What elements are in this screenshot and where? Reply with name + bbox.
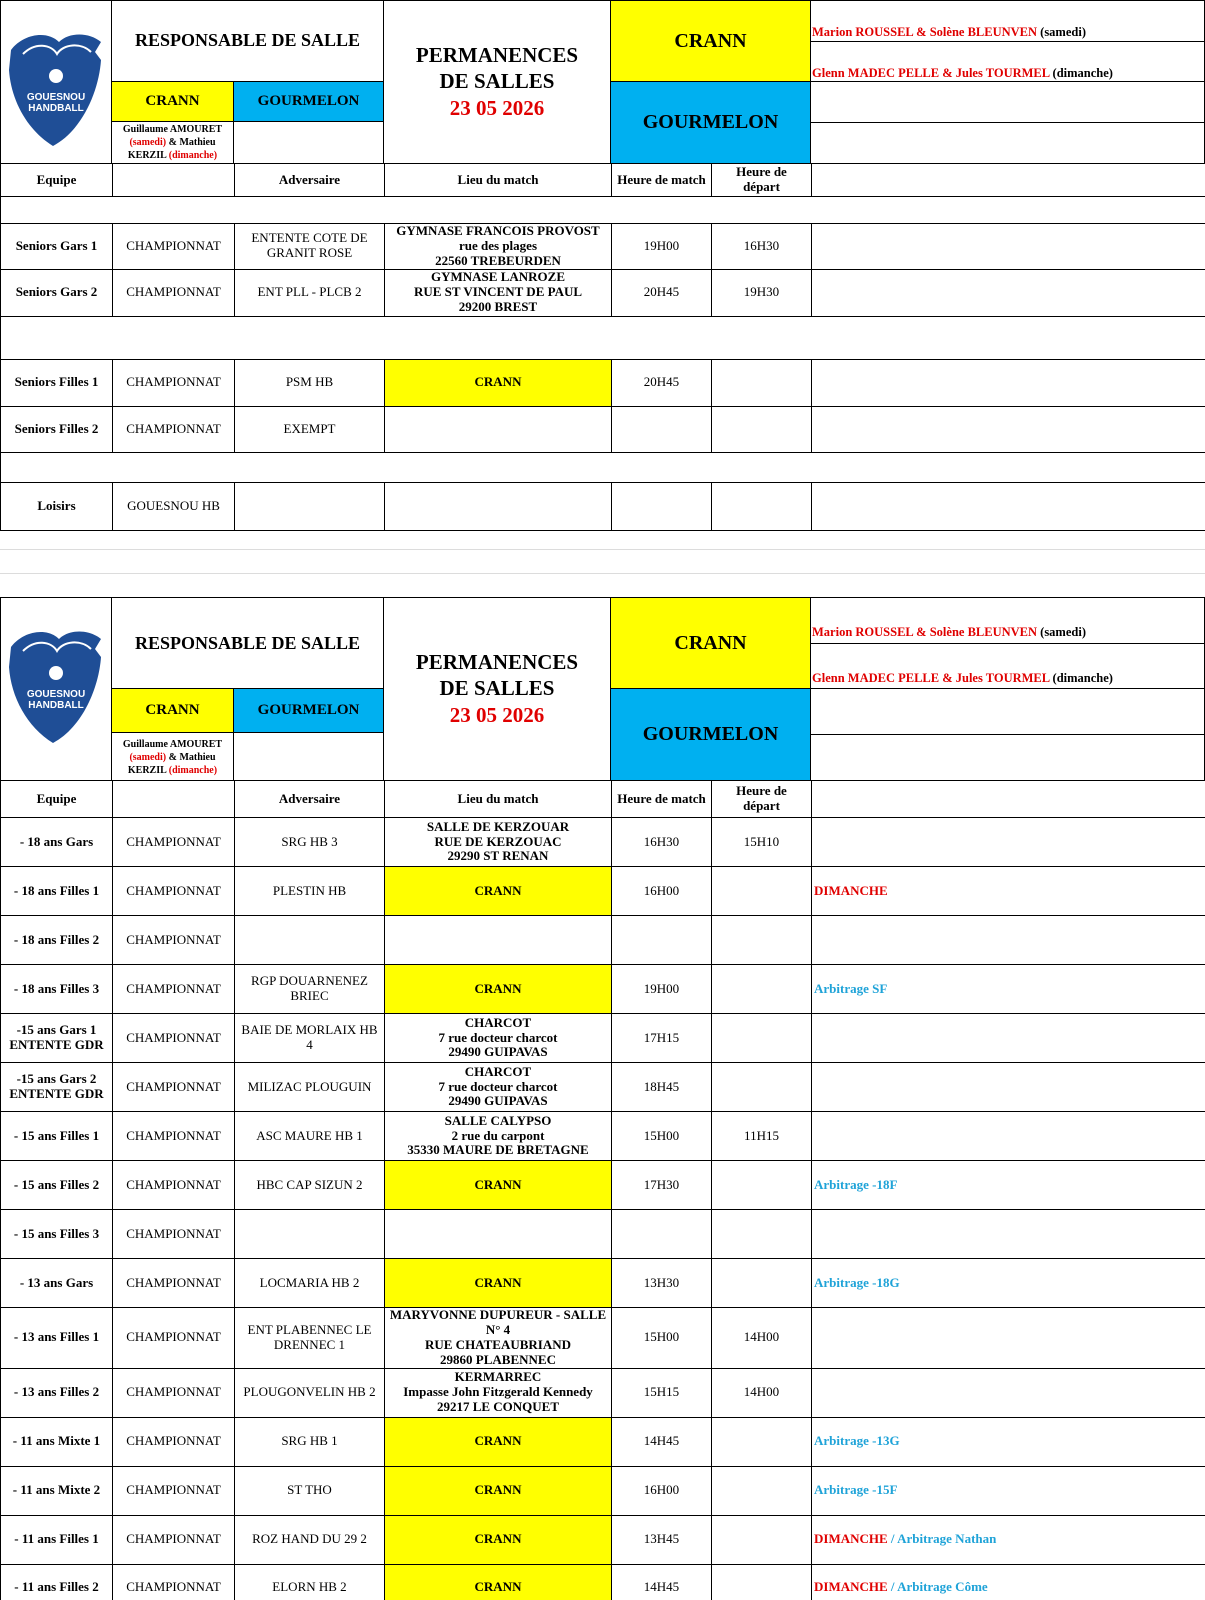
note-cell xyxy=(812,1063,1205,1112)
people-cell-4 xyxy=(810,122,1205,164)
col-equipe: Equipe xyxy=(1,781,113,818)
crann-people-samedi: Marion ROUSSEL & Solène BLEUNVEN (samedi) xyxy=(812,25,1086,39)
adversaire-cell: PLESTIN HB xyxy=(235,867,385,916)
gourmelon-label-small: GOURMELON xyxy=(233,81,384,122)
heure-cell: 17H15 xyxy=(612,1014,712,1063)
type-cell: CHAMPIONNAT xyxy=(113,818,235,867)
adversaire-cell: ST THO xyxy=(235,1466,385,1515)
depart-cell xyxy=(712,1564,812,1600)
table-row xyxy=(1,1063,1205,1112)
col-heure-match: Heure de match xyxy=(612,781,712,818)
depart-cell xyxy=(712,1063,812,1112)
spacer-row xyxy=(1,316,1205,359)
resp-empty-cell xyxy=(233,121,384,164)
note-cell: Arbitrage SF xyxy=(812,965,1205,1014)
resp-names: Guillaume AMOURET (samedi) & Mathieu KERZIL (dimanche) xyxy=(122,124,223,161)
col-adversaire: Adversaire xyxy=(235,164,385,197)
equipe-cell: -15 ans Gars 2 ENTENTE GDR xyxy=(1,1063,113,1112)
type-cell: CHAMPIONNAT xyxy=(113,1014,235,1063)
column-header-row xyxy=(1,164,1205,197)
col-notes xyxy=(812,164,1205,197)
note-cell xyxy=(812,1112,1205,1161)
col-notes xyxy=(812,781,1205,818)
note-cell: DIMANCHE / Arbitrage Nathan xyxy=(812,1515,1205,1564)
col-equipe: Equipe xyxy=(1,164,113,197)
table-row: Seniors Gars 2 CHAMPIONNAT ENT PLL - PLCB 2 GYMNASE LANROZE RUE ST VINCENT DE PAUL 29200 BREST 20H45 19H30 xyxy=(1,269,1205,316)
people-cell-3 xyxy=(810,688,1205,735)
table-row xyxy=(1,867,1205,916)
crann-people-dimanche: Glenn MADEC PELLE & Jules TOURMEL (dimanche) xyxy=(812,66,1113,80)
note-cell xyxy=(812,1210,1205,1259)
table-row xyxy=(1,1368,1205,1417)
depart-cell xyxy=(712,1210,812,1259)
equipe-cell: - 18 ans Gars xyxy=(1,818,113,867)
heure-cell xyxy=(612,916,712,965)
crann-label-big: CRANN xyxy=(610,0,811,82)
col-type xyxy=(113,164,235,197)
adversaire-cell: HBC CAP SIZUN 2 xyxy=(235,1161,385,1210)
section-2 xyxy=(0,597,1205,1600)
table-row xyxy=(1,1210,1205,1259)
table-row xyxy=(1,818,1205,867)
responsable-title: RESPONSABLE DE SALLE xyxy=(134,633,361,653)
equipe-cell: - 18 ans Filles 1 xyxy=(1,867,113,916)
equipe-cell: - 11 ans Mixte 2 xyxy=(1,1466,113,1515)
type-cell: CHAMPIONNAT xyxy=(113,1564,235,1600)
heure-cell: 14H45 xyxy=(612,1417,712,1466)
adversaire-cell: LOCMARIA HB 2 xyxy=(235,1259,385,1308)
equipe-cell: - 13 ans Filles 2 xyxy=(1,1368,113,1417)
adversaire-cell: SRG HB 3 xyxy=(235,818,385,867)
divider xyxy=(0,549,1205,550)
col-adversaire: Adversaire xyxy=(235,781,385,818)
table-row xyxy=(1,1466,1205,1515)
type-cell: CHAMPIONNAT xyxy=(113,1259,235,1308)
note-cell: Arbitrage -15F xyxy=(812,1466,1205,1515)
lieu-cell: CRANN xyxy=(385,1466,612,1515)
divider xyxy=(0,573,1205,574)
type-cell: CHAMPIONNAT xyxy=(113,1368,235,1417)
equipe-cell: - 13 ans Filles 1 xyxy=(1,1308,113,1369)
type-cell: CHAMPIONNAT xyxy=(113,1515,235,1564)
adversaire-cell: ROZ HAND DU 29 2 xyxy=(235,1515,385,1564)
page-title: PERMANENCES DE SALLES 23 05 2026 xyxy=(415,650,579,727)
note-cell: Arbitrage -13G xyxy=(812,1417,1205,1466)
equipe-cell: -15 ans Gars 1 ENTENTE GDR xyxy=(1,1014,113,1063)
depart-cell xyxy=(712,916,812,965)
gouesnou-handball-logo xyxy=(3,30,109,148)
note-cell: DIMANCHE xyxy=(812,867,1205,916)
heure-cell: 16H30 xyxy=(612,818,712,867)
type-cell: CHAMPIONNAT xyxy=(113,1466,235,1515)
heure-cell: 13H45 xyxy=(612,1515,712,1564)
table-row xyxy=(1,1112,1205,1161)
heure-cell: 17H30 xyxy=(612,1161,712,1210)
equipe-cell: - 13 ans Gars xyxy=(1,1259,113,1308)
depart-cell xyxy=(712,965,812,1014)
col-heure-depart: Heure de départ xyxy=(712,164,812,197)
section-1 xyxy=(0,0,1205,590)
heure-cell: 19H00 xyxy=(612,965,712,1014)
adversaire-cell: RGP DOUARNENEZ BRIEC xyxy=(235,965,385,1014)
heure-cell: 13H30 xyxy=(612,1259,712,1308)
note-cell xyxy=(812,1014,1205,1063)
crann-label-small: CRANN xyxy=(111,688,234,733)
type-cell: CHAMPIONNAT xyxy=(113,1161,235,1210)
resp-names: Guillaume AMOURET (samedi) & Mathieu KERZIL (dimanche) xyxy=(122,739,223,776)
heure-cell: 16H00 xyxy=(612,867,712,916)
adversaire-cell: SRG HB 1 xyxy=(235,1417,385,1466)
table-row xyxy=(1,1564,1205,1600)
logo-text-2: HANDBALL xyxy=(28,103,84,114)
crann-label-big: CRANN xyxy=(610,597,811,689)
adversaire-cell: BAIE DE MORLAIX HB 4 xyxy=(235,1014,385,1063)
table-row xyxy=(1,1515,1205,1564)
depart-cell xyxy=(712,867,812,916)
type-cell: CHAMPIONNAT xyxy=(113,1063,235,1112)
type-cell: CHAMPIONNAT xyxy=(113,1112,235,1161)
gouesnou-handball-logo xyxy=(3,627,109,745)
lieu-cell: CRANN xyxy=(385,1564,612,1600)
section-2-table xyxy=(0,780,1205,1600)
adversaire-cell xyxy=(235,1210,385,1259)
column-header-row xyxy=(1,781,1205,818)
section-2-body xyxy=(1,818,1205,1600)
note-cell: Arbitrage -18G xyxy=(812,1259,1205,1308)
section-1-table xyxy=(0,163,1205,531)
table-row xyxy=(1,916,1205,965)
page-title: PERMANENCES DE SALLES 23 05 2026 xyxy=(415,43,579,120)
spacer-row xyxy=(1,452,1205,482)
col-lieu: Lieu du match xyxy=(385,781,612,818)
heure-cell: 14H45 xyxy=(612,1564,712,1600)
gourmelon-label-big: GOURMELON xyxy=(610,688,811,781)
depart-cell xyxy=(712,1466,812,1515)
col-heure-match: Heure de match xyxy=(612,164,712,197)
crann-people-samedi: Marion ROUSSEL & Solène BLEUNVEN (samedi) xyxy=(812,625,1086,639)
table-row xyxy=(1,1014,1205,1063)
equipe-cell: - 18 ans Filles 2 xyxy=(1,916,113,965)
lieu-cell: SALLE CALYPSO 2 rue du carpont 35330 MAURE DE BRETAGNE xyxy=(385,1112,612,1161)
logo-text-2: HANDBALL xyxy=(28,700,84,711)
crann-people-dimanche: Glenn MADEC PELLE & Jules TOURMEL (dimanche) xyxy=(812,671,1113,685)
lieu-cell xyxy=(385,916,612,965)
note-cell: DIMANCHE / Arbitrage Côme xyxy=(812,1564,1205,1600)
type-cell: CHAMPIONNAT xyxy=(113,1210,235,1259)
depart-cell xyxy=(712,1014,812,1063)
equipe-cell: - 11 ans Mixte 1 xyxy=(1,1417,113,1466)
equipe-cell: - 15 ans Filles 2 xyxy=(1,1161,113,1210)
heure-cell xyxy=(612,1210,712,1259)
heure-cell: 15H15 xyxy=(612,1368,712,1417)
depart-cell xyxy=(712,1515,812,1564)
depart-cell: 11H15 xyxy=(712,1112,812,1161)
table-row xyxy=(1,965,1205,1014)
depart-cell: 14H00 xyxy=(712,1368,812,1417)
type-cell: CHAMPIONNAT xyxy=(113,1308,235,1369)
lieu-cell xyxy=(385,1210,612,1259)
gourmelon-label-big: GOURMELON xyxy=(610,81,811,164)
note-cell xyxy=(812,818,1205,867)
people-cell-3 xyxy=(810,81,1205,123)
note-cell xyxy=(812,916,1205,965)
equipe-cell: - 18 ans Filles 3 xyxy=(1,965,113,1014)
adversaire-cell: MILIZAC PLOUGUIN xyxy=(235,1063,385,1112)
note-cell xyxy=(812,1308,1205,1369)
gourmelon-label-small: GOURMELON xyxy=(233,688,384,733)
equipe-cell: - 11 ans Filles 2 xyxy=(1,1564,113,1600)
lieu-cell: SALLE DE KERZOUAR RUE DE KERZOUAC 29290 ST RENAN xyxy=(385,818,612,867)
note-cell: Arbitrage -18F xyxy=(812,1161,1205,1210)
note-cell xyxy=(812,1368,1205,1417)
depart-cell xyxy=(712,1417,812,1466)
depart-cell xyxy=(712,1161,812,1210)
lieu-cell: CRANN xyxy=(385,1259,612,1308)
depart-cell: 14H00 xyxy=(712,1308,812,1369)
col-heure-depart: Heure de départ xyxy=(712,781,812,818)
adversaire-cell: ELORN HB 2 xyxy=(235,1564,385,1600)
lieu-cell: MARYVONNE DUPUREUR - SALLE N° 4 RUE CHATEAUBRIAND 29860 PLABENNEC xyxy=(385,1308,612,1369)
lieu-cell: KERMARREC Impasse John Fitzgerald Kennedy 29217 LE CONQUET xyxy=(385,1368,612,1417)
lieu-cell: CRANN xyxy=(385,1161,612,1210)
lieu-cell: CHARCOT 7 rue docteur charcot 29490 GUIPAVAS xyxy=(385,1063,612,1112)
adversaire-cell: ENT PLABENNEC LE DRENNEC 1 xyxy=(235,1308,385,1369)
people-cell-4 xyxy=(810,734,1205,781)
table-row: Seniors Filles 1 CHAMPIONNAT PSM HB CRANN 20H45 xyxy=(1,359,1205,406)
table-row: Seniors Gars 1 CHAMPIONNAT ENTENTE COTE DE GRANIT ROSE GYMNASE FRANCOIS PROVOST rue des plages 22560 TREBEURDEN 19H00 16H30 xyxy=(1,224,1205,270)
type-cell: CHAMPIONNAT xyxy=(113,965,235,1014)
table-row: Seniors Filles 2 CHAMPIONNAT EXEMPT xyxy=(1,406,1205,452)
adversaire-cell: ASC MAURE HB 1 xyxy=(235,1112,385,1161)
responsable-title: RESPONSABLE DE SALLE xyxy=(134,30,361,50)
equipe-cell: - 15 ans Filles 1 xyxy=(1,1112,113,1161)
heure-cell: 15H00 xyxy=(612,1112,712,1161)
type-cell: CHAMPIONNAT xyxy=(113,867,235,916)
lieu-cell: CRANN xyxy=(385,965,612,1014)
table-row xyxy=(1,1417,1205,1466)
table-row xyxy=(1,1161,1205,1210)
crann-label-small: CRANN xyxy=(111,81,234,122)
table-row xyxy=(1,1308,1205,1369)
table-row: Loisirs GOUESNOU HB xyxy=(1,482,1205,530)
lieu-cell: CRANN xyxy=(385,867,612,916)
logo-text-1: GOUESNOU xyxy=(26,689,86,700)
table-row xyxy=(1,1259,1205,1308)
col-lieu: Lieu du match xyxy=(385,164,612,197)
type-cell: CHAMPIONNAT xyxy=(113,1417,235,1466)
adversaire-cell xyxy=(235,916,385,965)
heure-cell: 16H00 xyxy=(612,1466,712,1515)
resp-empty-cell xyxy=(233,732,384,781)
col-type xyxy=(113,781,235,818)
type-cell: CHAMPIONNAT xyxy=(113,916,235,965)
equipe-cell: - 11 ans Filles 1 xyxy=(1,1515,113,1564)
spacer-row xyxy=(1,197,1205,224)
depart-cell: 15H10 xyxy=(712,818,812,867)
lieu-cell: CRANN xyxy=(385,1515,612,1564)
heure-cell: 18H45 xyxy=(612,1063,712,1112)
depart-cell xyxy=(712,1259,812,1308)
heure-cell: 15H00 xyxy=(612,1308,712,1369)
logo-text-1: GOUESNOU xyxy=(26,92,86,103)
lieu-cell: CRANN xyxy=(385,1417,612,1466)
lieu-cell: CHARCOT 7 rue docteur charcot 29490 GUIPAVAS xyxy=(385,1014,612,1063)
equipe-cell: - 15 ans Filles 3 xyxy=(1,1210,113,1259)
adversaire-cell: PLOUGONVELIN HB 2 xyxy=(235,1368,385,1417)
